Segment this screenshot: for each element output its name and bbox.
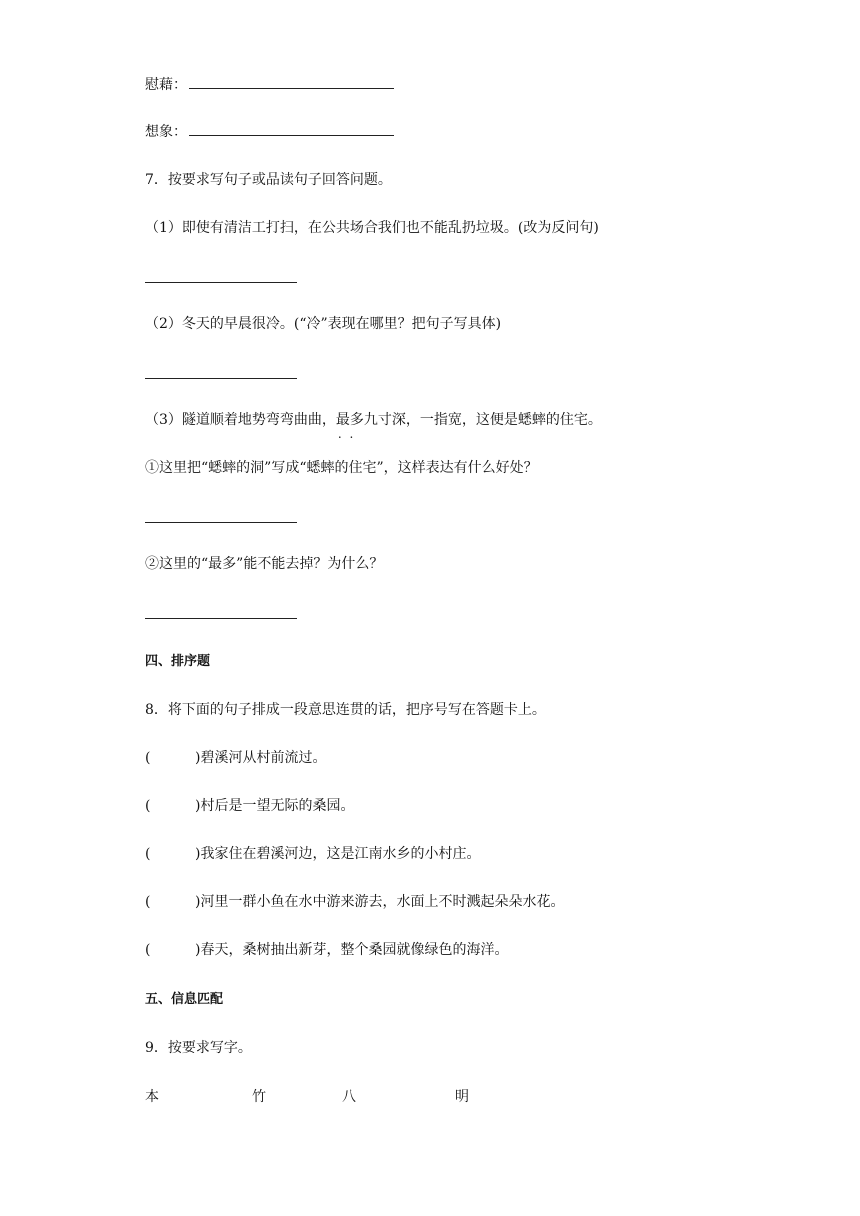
- order-blank[interactable]: (: [145, 894, 151, 910]
- character-item: 明: [455, 1089, 469, 1105]
- sentence-part: 九寸深，一指宽，这便是蟋蟀的住宅。: [363, 412, 602, 428]
- character-item: 本: [145, 1089, 159, 1105]
- question-7-sub-2: （2）冬天的早晨很冷。(“冷”表现在哪里？把句子写具体): [145, 316, 502, 332]
- character-item: 八: [342, 1089, 356, 1105]
- question-7-sub-3: [145, 410, 602, 430]
- vocab-word: 想象：: [145, 124, 187, 140]
- ordering-item: ( )河里一群小鱼在水中游来游去，水面上不时溅起朵朵水花。: [145, 894, 565, 910]
- question-8-title: 8．将下面的句子排成一段意思连贯的话，把序号写在答题卡上。: [145, 702, 546, 718]
- answer-blank[interactable]: [189, 76, 394, 89]
- answer-line[interactable]: [145, 618, 297, 619]
- ordering-item: ( )碧溪河从村前流过。: [145, 750, 327, 766]
- sentence-part: （3）隧道顺着地势弯弯曲曲，: [145, 412, 336, 428]
- vocab-line-1: [145, 75, 394, 95]
- ordering-item: ( )春天，桑树抽出新芽，整个桑园就像绿色的海洋。: [145, 942, 509, 958]
- answer-line[interactable]: [145, 378, 297, 379]
- section-heading-4: 四、排序题: [145, 654, 211, 669]
- question-7-title: 7．按要求写句子或品读句子回答问题。: [145, 172, 392, 188]
- vocab-word: 慰藉：: [145, 77, 187, 93]
- ordering-item: ( )村后是一望无际的桑园。: [145, 798, 355, 814]
- answer-blank[interactable]: [189, 123, 394, 136]
- section-heading-5: 五、信息匹配: [145, 992, 224, 1007]
- question-7-3-sub-1: ①这里把“蟋蟀的洞”写成“蟋蟀的住宅”，这样表达有什么好处？: [145, 460, 538, 476]
- ordering-item: ( )我家住在碧溪河边，这是江南水乡的小村庄。: [145, 846, 481, 862]
- question-7-3-sub-2: ②这里的“最多”能不能去掉？为什么？: [145, 556, 384, 572]
- question-9-title: 9．按要求写字。: [145, 1040, 252, 1056]
- order-blank[interactable]: (: [145, 942, 151, 958]
- order-blank[interactable]: (: [145, 750, 151, 766]
- order-blank[interactable]: (: [145, 846, 151, 862]
- emphasis-dots-text: 最多 . .: [336, 412, 364, 428]
- order-blank[interactable]: (: [145, 798, 151, 814]
- vocab-line-2: [145, 122, 394, 142]
- answer-line[interactable]: [145, 522, 297, 523]
- question-7-sub-1: （1）即使有清洁工打扫，在公共场合我们也不能乱扔垃圾。(改为反问句): [145, 220, 599, 236]
- character-item: 竹: [252, 1089, 266, 1105]
- answer-line[interactable]: [145, 282, 297, 283]
